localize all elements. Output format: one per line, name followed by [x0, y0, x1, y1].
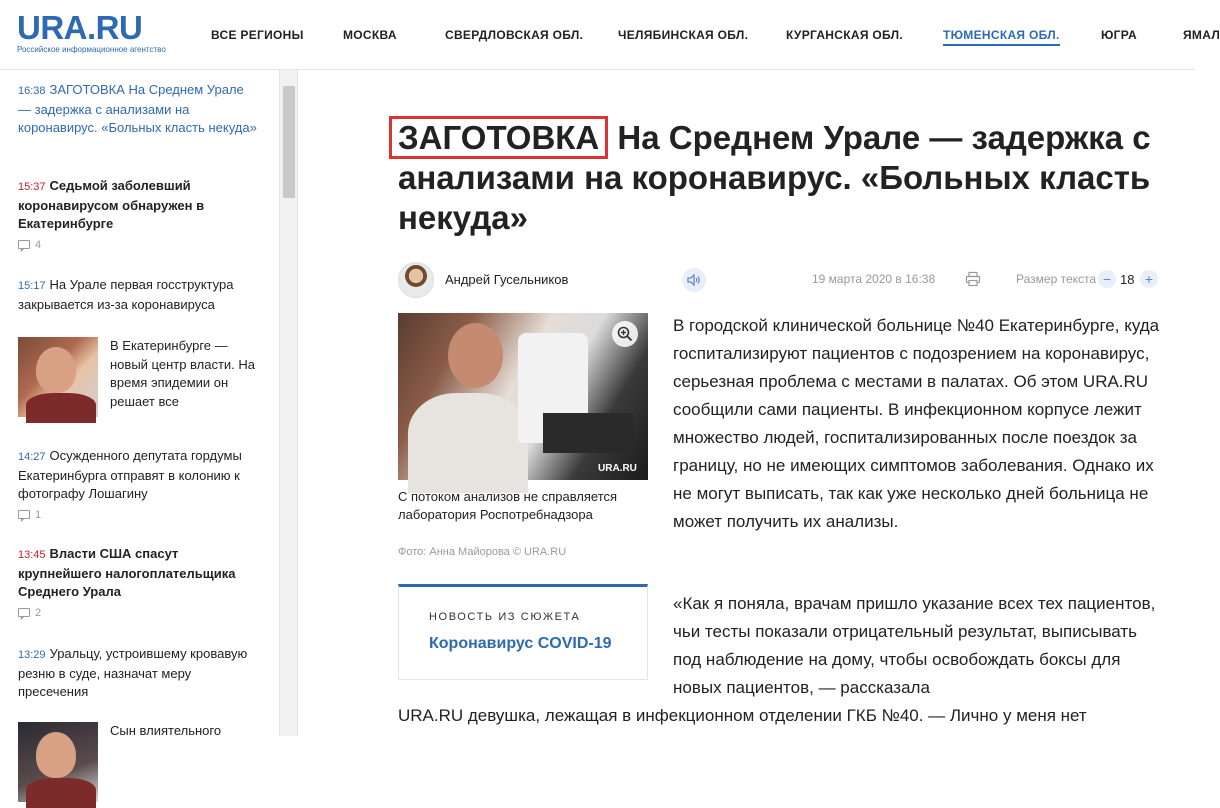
feed-title: Сын влиятельного [110, 723, 222, 738]
logo-subtitle: Российское информационное агентство [17, 45, 166, 54]
photo-microscope-base [543, 413, 633, 453]
comment-icon [18, 240, 30, 249]
nav-item-yamal[interactable]: ЯМАЛ [1183, 28, 1220, 42]
nav-item-sverdlovsk[interactable]: СВЕРДЛОВСКАЯ ОБЛ. [445, 28, 584, 42]
article-header [398, 118, 1168, 238]
zoom-in-icon [617, 326, 633, 342]
region-nav [0, 28, 1220, 48]
nav-item-yugra[interactable]: ЮГРА [1101, 28, 1137, 42]
comment-count[interactable]: 1 [18, 506, 260, 525]
nav-item-moscow[interactable]: МОСКВА [343, 28, 397, 42]
feed-item-photo[interactable] [18, 722, 260, 802]
feed-title: Осужденного депутата гордумы Екатеринбурга отправят в колонию к фотографу Лошагину [18, 448, 242, 501]
text-size-increase-button[interactable]: + [1140, 270, 1158, 288]
article-paragraph-continued: URA.RU девушка, лежащая в инфекционном отделении ГКБ №40. — Лично у меня нет [398, 706, 1087, 725]
text-size-label: Размер текста [1016, 272, 1097, 286]
title-text: На Среднем Урале — задержка с анализами на коронавирус. «Больных класть некуда» [398, 119, 1151, 236]
text-size-value: 18 [1120, 272, 1135, 287]
printer-icon [965, 271, 981, 287]
feed-title: На Урале первая госструктура закрывается из-за коронавируса [18, 277, 234, 312]
feed-time: 13:45 [18, 549, 46, 561]
print-button[interactable] [965, 271, 981, 287]
article-title [398, 118, 1158, 238]
story-label: НОВОСТЬ ИЗ СЮЖЕТА [429, 611, 581, 623]
feed-title: ЗАГОТОВКА На Среднем Урале — задержка с анализами на коронавирус. «Больных класть некуда» [18, 82, 257, 135]
photo-watermark: URA.RU [598, 463, 637, 474]
comment-icon [18, 608, 30, 617]
speaker-icon [687, 274, 701, 286]
nav-item-all-regions[interactable]: ВСЕ РЕГИОНЫ [211, 28, 304, 42]
feed-item[interactable] [18, 177, 260, 254]
feed-title: В Екатеринбурге — новый центр власти. На время эпидемии он решает все [110, 338, 256, 409]
logo-text: URA.RU [17, 9, 143, 46]
author-name[interactable]: Андрей Гусельников [445, 272, 569, 287]
feed-time: 15:37 [18, 181, 46, 193]
feed-title: Власти США спасут крупнейшего налогоплательщика Среднего Урала [18, 546, 236, 599]
news-feed [0, 70, 280, 736]
publish-date: 19 марта 2020 в 16:38 [812, 272, 936, 286]
feed-thumbnail [18, 722, 98, 802]
article-paragraph: «Как я поняла, врачам пришло указание всех тех пациентов, чьи тесты показали отрицательный результат, выписывать под наблюдение на дому, чтобы освобождать боксы для новых пациентов, — рассказала [673, 594, 1156, 697]
article-photo[interactable] [398, 313, 648, 480]
feed-time: 15:17 [18, 280, 46, 292]
feed-item-photo[interactable] [18, 337, 260, 417]
nav-item-kurgan[interactable]: КУРГАНСКАЯ ОБЛ. [786, 28, 903, 42]
article-paragraph: В городской клинической больнице №40 Екатеринбурге, куда госпитализируют пациентов с подозрением на коронавирус, серьезная проблема с местами в палатах. Об этом URA.RU сообщили сами пациенты. В инфекционном корпусе лежит множество людей, госпитализированных после поездок за границу, но не имеющих симптомов заболевания. Однако их не могут выписать, так как уже несколько дней больница не может получить их анализы. [673, 316, 1160, 531]
feed-item[interactable] [18, 276, 260, 314]
feed-item[interactable] [18, 447, 260, 524]
feed-item[interactable] [18, 645, 260, 702]
feed-time: 13:29 [18, 649, 46, 661]
nav-item-tyumen[interactable]: ТЮМЕНСКАЯ ОБЛ. [943, 28, 1060, 46]
feed-thumbnail [18, 337, 98, 417]
feed-scrollbar[interactable] [280, 70, 298, 736]
listen-button[interactable] [682, 268, 706, 292]
comment-count[interactable]: 2 [18, 604, 260, 623]
scrollbar-thumb[interactable] [283, 86, 295, 198]
feed-time: 14:27 [18, 451, 46, 463]
text-size-decrease-button[interactable]: − [1098, 270, 1116, 288]
title-draft-mark: ЗАГОТОВКА [389, 116, 608, 159]
zoom-button[interactable] [612, 321, 638, 347]
photo-figure [408, 393, 528, 493]
story-link[interactable]: Коронавирус COVID-19 [429, 635, 612, 652]
related-story-box[interactable] [398, 584, 648, 680]
photo-caption: С потоком анализов не справляется лаборатория Роспотребнадзора [398, 489, 618, 522]
nav-item-chelyabinsk[interactable]: ЧЕЛЯБИНСКАЯ ОБЛ. [618, 28, 749, 42]
feed-time: 16:38 [18, 85, 46, 97]
feed-item[interactable] [18, 545, 260, 622]
feed-title: Седьмой заболевший коронавирусом обнаружен в Екатеринбурге [18, 178, 205, 231]
author-avatar[interactable] [398, 262, 434, 298]
article-meta [398, 262, 1160, 298]
photo-credit: Фото: Анна Майорова © URA.RU [398, 546, 567, 558]
site-header [0, 0, 1220, 70]
comment-count[interactable]: 4 [18, 236, 260, 255]
photo-figure-head [448, 323, 503, 388]
comment-icon [18, 510, 30, 519]
feed-item[interactable] [18, 81, 260, 138]
feed-title: Уральцу, устроившему кровавую резню в суде, назначат меру пресечения [18, 646, 248, 699]
